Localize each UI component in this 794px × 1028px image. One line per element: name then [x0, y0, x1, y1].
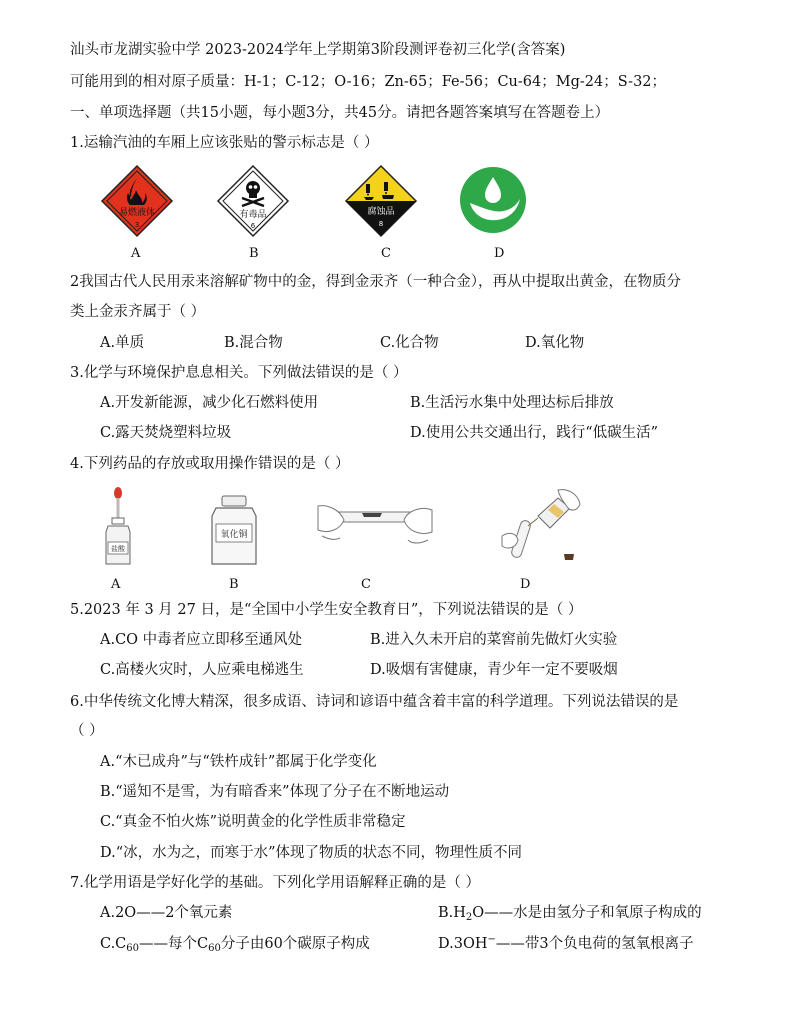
q3-option-b: B.生活污水集中处理达标后排放	[410, 395, 614, 411]
q5-stem: 5.2023 年 3 月 27 日，是“全国中小学生安全教育日”，下列说法错误的是（ ）	[70, 602, 583, 618]
q4-label-d: D	[520, 577, 531, 592]
water-saving-sign-icon	[458, 165, 528, 235]
q1-label-c: C	[381, 246, 391, 261]
exam-title: 汕头市龙湖实验中学 2023-2024学年上学期第3阶段测评卷初三化学(含答案)	[70, 42, 566, 58]
q2-option-a: A.单质	[100, 335, 145, 351]
q1-label-d: D	[494, 246, 505, 261]
q1-label-a: A	[131, 246, 141, 261]
q3-option-c: C.露天焚烧塑料垃圾	[100, 425, 232, 441]
q4-label-b: B	[229, 577, 239, 592]
q6-stem-line2: （ ）	[70, 723, 104, 739]
q6-option-a: A.“木已成舟”与“铁杵成针”都属于化学变化	[100, 754, 377, 770]
q7-option-a: A.2O——2个氧元素	[100, 905, 233, 921]
bottle-b-label: 氧化铜	[220, 530, 248, 540]
q2-stem-line2: 类上金汞齐属于（ ）	[70, 304, 206, 320]
dropper-bottle-icon	[98, 486, 138, 568]
q5-option-c: C.高楼火灾时，人应乘电梯逃生	[100, 662, 304, 678]
q6-option-b: B.“遥知不是雪，为有暗香来”体现了分子在不断地运动	[100, 784, 450, 800]
q7-option-d: D.3OH−——带3个负电荷的氢氧根离子	[438, 934, 694, 952]
pouring-liquid-icon	[498, 486, 584, 568]
sign-c-number: 8	[378, 220, 384, 228]
q2-option-d: D.氧化物	[525, 335, 585, 351]
flammable-liquid-sign-icon	[100, 164, 174, 238]
bottle-a-label: 盐酸	[111, 545, 125, 553]
sign-c-text: 腐蚀品	[367, 207, 395, 217]
q5-option-d: D.吸烟有害健康，青少年一定不要吸烟	[370, 662, 618, 678]
q6-option-c: C.“真金不怕火炼”说明黄金的化学性质非常稳定	[100, 814, 406, 830]
q4-label-c: C	[361, 577, 371, 592]
horizontal-test-tube-icon	[316, 496, 434, 546]
toxic-sign-icon	[216, 164, 290, 238]
sign-b-number: 6	[250, 222, 256, 230]
q4-stem: 4.下列药品的存放或取用操作错误的是（ ）	[70, 456, 350, 472]
atomic-masses: 可能用到的相对原子质量：H-1；C-12；O-16；Zn-65；Fe-56；Cu-64；Mg-24；S-32；	[70, 74, 667, 90]
q5-option-b: B.进入久未开启的菜窖前先做灯火实验	[370, 632, 618, 648]
q6-stem-line1: 6.中华传统文化博大精深，很多成语、诗词和谚语中蕴含着丰富的科学道理。下列说法错误的是	[70, 694, 679, 710]
q7-option-c: $C.C_{60}——$每个$C_{60}$分子由60个碳原子构成	[100, 936, 370, 954]
q4-label-a: A	[111, 577, 121, 592]
section-heading: 一、单项选择题（共15小题，每小题3分，共45分。请把各题答案填写在答题卷上）	[70, 105, 610, 121]
q2-option-c: C.化合物	[380, 335, 439, 351]
q2-stem-line1: 2我国古代人民用汞来溶解矿物中的金，得到金汞齐（一种合金），再从中提取出黄金，在物质分	[70, 274, 681, 290]
q6-option-d: D.“冰，水为之，而寒于水”体现了物质的状态不同，物理性质不同	[100, 845, 523, 861]
q7-option-b: $B.H_2O——$水是由氢分子和氧原子构成的	[438, 905, 702, 923]
q5-option-a: A.CO 中毒者应立即移至通风处	[100, 632, 303, 648]
sign-a-number: 3	[134, 221, 140, 229]
q1-stem: 1.运输汽油的车厢上应该张贴的警示标志是（ ）	[70, 135, 379, 151]
q2-option-b: B.混合物	[224, 335, 283, 351]
q3-option-a: A.开发新能源，减少化石燃料使用	[100, 395, 319, 411]
q3-option-d: D.使用公共交通出行，践行“低碳生活”	[410, 425, 659, 441]
reagent-bottle-icon	[206, 494, 262, 566]
sign-b-text: 有毒品	[239, 210, 267, 220]
sign-a-text: 易燃液体	[118, 208, 156, 218]
q1-label-b: B	[249, 246, 259, 261]
q7-stem: 7.化学用语是学好化学的基础。下列化学用语解释正确的是（ ）	[70, 875, 480, 891]
q3-stem: 3.化学与环境保护息息相关。下列做法错误的是（ ）	[70, 365, 408, 381]
corrosive-sign-icon	[344, 164, 418, 238]
